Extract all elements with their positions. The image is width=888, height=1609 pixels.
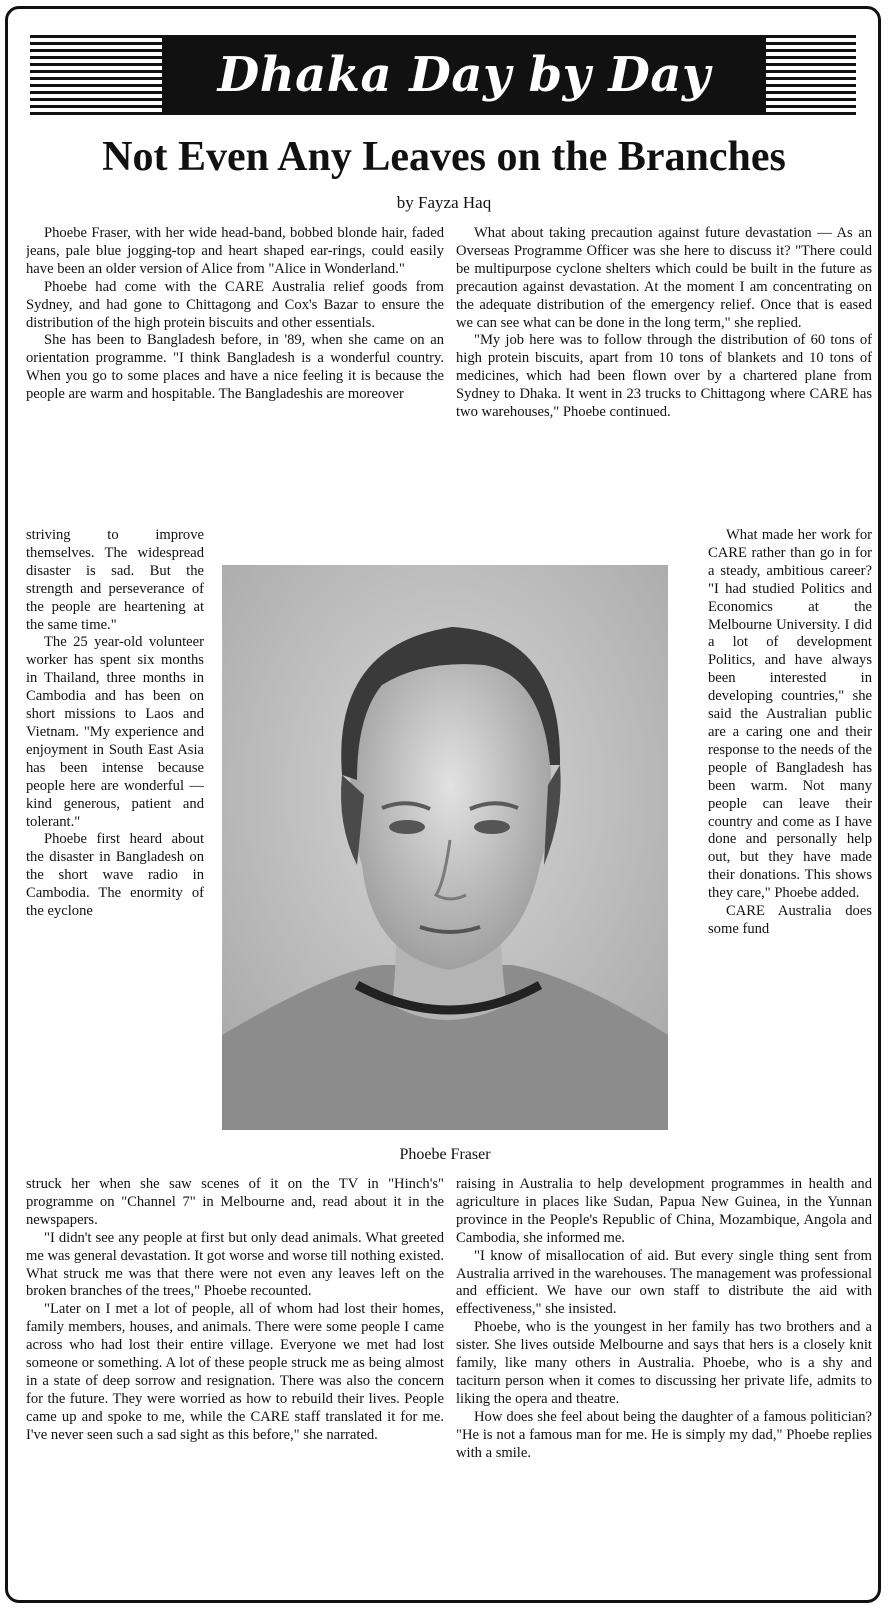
paragraph: What made her work for CARE rather than go in for a steady, ambitious career? "I had studied Politics and Economics at the Melbourne University. I did a lot of development Politics, and have always been interested in developing countries," she said the Australian public are a caring one and their response to the needs of the people of Bangladesh has been warm. Not many people can leave their country and come as I have done and personally help out, but they have made their donations. This shows they care," Phoebe added. <box>708 527 872 902</box>
right-narrow-column <box>708 527 872 1172</box>
portrait-image <box>222 565 668 1130</box>
paragraph: Phoebe, who is the youngest in her family has two brothers and a sister. She lives outside Melbourne and says that hers is a closely knit family, like many others in Australia. Phoebe, who is a shy and taciturn person when it comes to discussing her private life, admits to liking the opera and theatre. <box>456 1319 872 1407</box>
paragraph: Phoebe had come with the CARE Australia relief goods from Sydney, and had gone to Chittagong and Cox's Bazar to ensure the distribution of the high protein biscuits and other essentials. <box>26 278 444 331</box>
paragraph: Phoebe Fraser, with her wide head-band, bobbed blonde hair, faded jeans, pale blue jogging-top and heart shaped ear-rings, could easily have been an older version of Alice from "Alice in Wonderland." <box>26 225 444 277</box>
paragraph: Phoebe first heard about the disaster in Bangladesh on the short wave radio in Cambodia. The enormity of the eyclone <box>26 831 204 920</box>
paragraph: The 25 year-old volunteer worker has spent six months in Thailand, three months in Cambodia and has been on short missions to Laos and Vietnam. "My experience and enjoyment in South East Asia has been intense because people here are wonderful — kind generous, patient and tolerant." <box>26 634 204 830</box>
paragraph: "Later on I met a lot of people, all of whom had lost their homes, family members, houses, and animals. There were some people I came across who had lost their entire village. Everyone we met had lost someone or something. A lot of these people struck me as being almost in a state of deep sorrow and resignation. There was also the concern for the future. They were worried as how to rebuild their lives. People came up and spoke to me, while the CARE staff translated it for me. I've never seen such a sad sight as this before," she narrated. <box>26 1301 444 1443</box>
banner-title: Dhaka Day by Day <box>217 47 711 103</box>
banner-box <box>162 35 766 115</box>
photo-caption: Phoebe Fraser <box>399 1146 491 1163</box>
portrait-photo <box>222 565 668 1130</box>
column-1-bottom <box>26 1176 444 1596</box>
paragraph: raising in Australia to help development programmes in health and agriculture in places like Sudan, Papua New Guinea, in the Yunnan province in the People's Republic of China, Mozambique, Angola and Cambodia, she informed me. <box>456 1176 872 1246</box>
paragraph: striving to improve themselves. The widespread disaster is sad. But the strength and perseverance of the people are heartening at the same time." <box>26 527 204 633</box>
column-1-top <box>26 225 444 525</box>
paragraph: CARE Australia does some fund <box>708 903 872 937</box>
paragraph: She has been to Bangladesh before, in '89, when she came on an orientation programme. "I think Bangladesh is a wonderful country. When you go to some places and have a nice feeling it is because the people are warm and hospitable. The Bangladeshis are moreover <box>26 332 444 403</box>
paragraph: "I didn't see any people at first but only dead animals. What greeted me was general devastation. It got worse and worse till nothing existed. What struck me was that there were not even any leaves left on the broken branches of the trees," Phoebe recounted. <box>26 1229 444 1300</box>
left-narrow-column <box>26 527 204 1172</box>
paragraph: What about taking precaution against future devastation — As an Overseas Programme Officer was she here to discuss it? "There could be multipurpose cyclone shelters which could be built in the future as precaution against devastation. At the moment I am concentrating on the adequate distribution of the emergency relief. Once that is eased we can see what can be done in the long term," she replied. <box>456 225 872 331</box>
column-2-top <box>456 225 872 525</box>
paragraph: struck her when she saw scenes of it on the TV in "Hinch's" programme on "Channel 7" in Melbourne and, read about it in the newspapers. <box>26 1176 444 1228</box>
section-banner <box>30 35 856 115</box>
headline: Not Even Any Leaves on the Branches <box>102 134 786 180</box>
column-2-bottom <box>456 1176 872 1596</box>
paragraph: How does she feel about being the daughter of a famous politician? "He is not a famous man for me. He is simply my dad," Phoebe replies with a smile. <box>456 1408 872 1461</box>
paragraph: "My job here was to follow through the distribution of 60 tons of high protein biscuits, apart from 10 tons of blankets and 10 tons of medicines, which had been flown over by a chartered plane from Sydney to Dhaka. It went in 23 trucks to Chittagong where CARE has two warehouses," Phoebe continued. <box>456 332 872 421</box>
byline: by Fayza Haq <box>396 193 492 212</box>
paragraph: "I know of misallocation of aid. But every single thing sent from Australia arrived in the warehouses. The management was professional and efficient. We have our own staff to distribute the aid with effectiveness," she insisted. <box>456 1247 872 1318</box>
